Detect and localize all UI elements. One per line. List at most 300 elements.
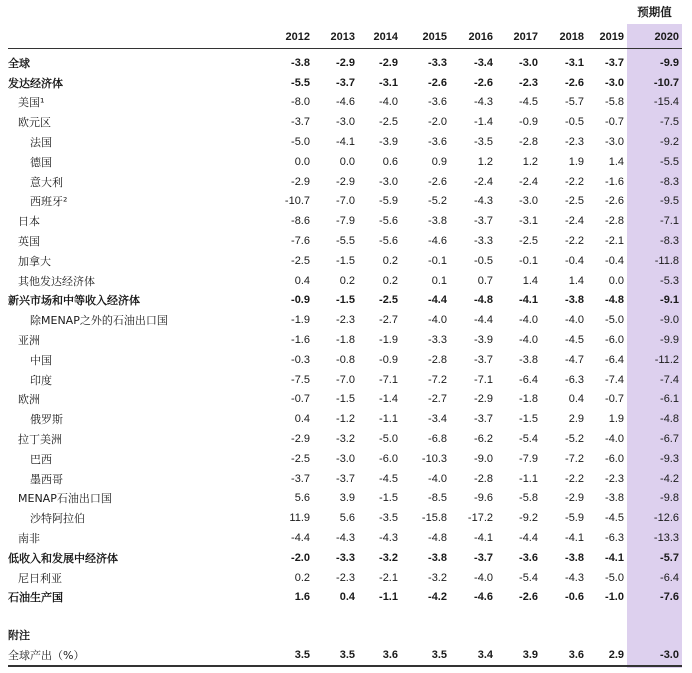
value-cell: -4.4 — [519, 532, 538, 545]
value-cell: -2.8 — [428, 353, 447, 366]
value-cell: -9.9 — [660, 56, 679, 69]
value-cell: -7.1 — [474, 373, 493, 386]
value-cell: -1.5 — [379, 492, 398, 505]
value-cell: 0.7 — [477, 274, 493, 287]
year-header: 2016 — [450, 26, 496, 49]
row-label: 石油生产国 — [8, 591, 63, 605]
value-cell: 0.4 — [294, 274, 310, 287]
value-cell: -8.3 — [660, 175, 679, 188]
value-cell: -3.7 — [474, 353, 493, 366]
value-cell: -2.6 — [428, 76, 447, 89]
value-cell: -3.9 — [379, 136, 398, 149]
value-cell: -2.2 — [565, 175, 584, 188]
value-cell: -10.7 — [284, 195, 310, 208]
value-cell: -3.8 — [428, 551, 447, 564]
value-cell: -5.4 — [519, 433, 538, 446]
notes-heading-row — [8, 625, 682, 645]
value-cell: -2.9 — [291, 175, 310, 188]
value-cell: -3.5 — [379, 512, 398, 525]
value-cell: -2.7 — [428, 393, 447, 406]
value-cell: -1.2 — [336, 413, 355, 426]
value-cell: -10.7 — [653, 76, 679, 89]
value-cell: -4.0 — [565, 314, 584, 327]
value-cell: -5.8 — [605, 96, 624, 109]
value-cell: -4.6 — [336, 96, 355, 109]
forecast-label: 预期值 — [637, 5, 672, 19]
value-cell: -7.2 — [428, 373, 447, 386]
value-cell: -6.0 — [605, 452, 624, 465]
value-cell: -2.9 — [379, 56, 398, 69]
value-cell: -4.0 — [428, 472, 447, 485]
table-row — [8, 588, 682, 608]
value-cell: -4.8 — [428, 532, 447, 545]
value-cell: -3.8 — [565, 294, 584, 307]
value-cell: -4.5 — [565, 334, 584, 347]
value-cell: 0.6 — [382, 155, 398, 168]
value-cell: -4.8 — [605, 294, 624, 307]
value-cell: -4.1 — [474, 532, 493, 545]
value-cell: -4.6 — [428, 235, 447, 248]
value-cell: -11.8 — [654, 254, 679, 267]
value-cell: 1.4 — [608, 155, 624, 168]
value-cell: -2.5 — [291, 254, 310, 267]
row-label: 美国¹ — [18, 96, 45, 110]
table-row — [8, 192, 682, 212]
year-header: 2015 — [401, 26, 450, 49]
value-cell: -9.6 — [474, 492, 493, 505]
value-cell: -1.1 — [379, 413, 398, 426]
value-cell: -1.0 — [605, 591, 624, 604]
value-cell: -4.1 — [519, 294, 538, 307]
value-cell: 0.1 — [431, 274, 447, 287]
year-header: 2019 — [587, 26, 627, 49]
value-cell: 1.6 — [294, 591, 310, 604]
value-cell: -6.2 — [474, 433, 493, 446]
table-row — [8, 93, 682, 113]
value-cell: -7.4 — [660, 373, 679, 386]
value-cell: -0.6 — [565, 591, 584, 604]
header-label-cell — [8, 26, 273, 49]
value-cell: -3.7 — [336, 76, 355, 89]
value-cell: -2.3 — [336, 314, 355, 327]
value-cell: -4.5 — [519, 96, 538, 109]
table-row — [8, 390, 682, 410]
table-row — [8, 409, 682, 429]
value-cell: -3.0 — [336, 452, 355, 465]
value-cell: -4.0 — [519, 334, 538, 347]
value-cell: -7.0 — [336, 373, 355, 386]
value-cell: -2.9 — [336, 56, 355, 69]
value-cell: -3.7 — [291, 472, 310, 485]
value-cell: 3.9 — [496, 645, 541, 666]
year-header: 2014 — [358, 26, 401, 49]
value-cell: -3.7 — [605, 56, 624, 69]
value-cell: -3.8 — [519, 353, 538, 366]
value-cell: -9.0 — [474, 452, 493, 465]
row-label: 巴西 — [30, 452, 52, 466]
value-cell: -7.9 — [336, 215, 355, 228]
value-cell: -5.6 — [379, 235, 398, 248]
row-label: 低收入和发展中经济体 — [8, 551, 118, 565]
value-cell: -2.4 — [565, 215, 584, 228]
value-cell: -5.9 — [565, 512, 584, 525]
value-cell: -1.9 — [379, 334, 398, 347]
table-row — [8, 49, 682, 73]
value-cell: -4.3 — [379, 532, 398, 545]
value-cell: -7.5 — [291, 373, 310, 386]
value-cell: 0.2 — [339, 274, 355, 287]
value-cell: -7.9 — [519, 452, 538, 465]
value-cell: -8.6 — [291, 215, 310, 228]
row-label: 墨西哥 — [30, 472, 63, 486]
value-cell: -9.1 — [660, 294, 679, 307]
value-cell: -5.2 — [428, 195, 447, 208]
row-label: 其他发达经济体 — [18, 274, 95, 288]
value-cell: -3.4 — [474, 56, 493, 69]
value-cell: -6.4 — [605, 353, 624, 366]
value-cell: -0.1 — [428, 254, 447, 267]
table-row — [8, 231, 682, 251]
value-cell: -7.5 — [660, 116, 679, 129]
table-row — [8, 330, 682, 350]
value-cell: -3.0 — [627, 645, 682, 666]
value-cell: -9.5 — [660, 195, 679, 208]
value-cell: -3.3 — [336, 551, 355, 564]
value-cell: -4.0 — [605, 433, 624, 446]
value-cell: -5.2 — [565, 433, 584, 446]
table-row — [8, 271, 682, 291]
value-cell: -0.9 — [379, 353, 398, 366]
value-cell: -4.1 — [336, 136, 355, 149]
row-label: 日本 — [18, 215, 40, 229]
value-cell: -7.0 — [336, 195, 355, 208]
row-label: 英国 — [18, 235, 40, 249]
value-cell: -2.5 — [379, 116, 398, 129]
table-row — [8, 251, 682, 271]
value-cell: -15.8 — [421, 512, 447, 525]
row-label: 南非 — [18, 532, 40, 546]
value-cell: -2.3 — [565, 136, 584, 149]
year-header: 2018 — [541, 26, 587, 49]
table-row — [8, 370, 682, 390]
value-cell: -1.6 — [291, 334, 310, 347]
value-cell: -7.1 — [660, 215, 679, 228]
value-cell: -2.6 — [605, 195, 624, 208]
value-cell: -6.1 — [660, 393, 679, 406]
table-row — [8, 310, 682, 330]
table-body — [8, 49, 682, 666]
value-cell: 3.6 — [358, 645, 401, 666]
value-cell: -3.6 — [428, 96, 447, 109]
value-cell: -2.5 — [379, 294, 398, 307]
value-cell: -1.6 — [605, 175, 624, 188]
row-label: 西班牙² — [30, 195, 68, 209]
value-cell: -3.0 — [379, 175, 398, 188]
value-cell: -4.3 — [474, 195, 493, 208]
notes-row — [8, 645, 682, 666]
value-cell: -3.3 — [474, 235, 493, 248]
value-cell: -9.0 — [660, 314, 679, 327]
notes-label: 全球产出（%） — [8, 645, 273, 666]
value-cell: -7.1 — [379, 373, 398, 386]
value-cell: -4.4 — [474, 314, 493, 327]
value-cell: -4.0 — [519, 314, 538, 327]
value-cell: -6.0 — [379, 452, 398, 465]
table-row — [8, 429, 682, 449]
value-cell: -4.2 — [428, 591, 447, 604]
row-label: 亚洲 — [18, 334, 40, 348]
value-cell: -3.2 — [379, 551, 398, 564]
value-cell: -4.0 — [428, 314, 447, 327]
value-cell: 0.4 — [339, 591, 355, 604]
value-cell: -9.2 — [519, 512, 538, 525]
value-cell: -3.0 — [605, 76, 624, 89]
value-cell: 5.6 — [339, 512, 355, 525]
value-cell: -3.1 — [519, 215, 538, 228]
row-label: 加拿大 — [18, 254, 51, 268]
value-cell: -2.6 — [474, 76, 493, 89]
value-cell: -3.5 — [474, 136, 493, 149]
value-cell: -12.6 — [653, 512, 679, 525]
value-cell: -2.0 — [428, 116, 447, 129]
value-cell: -2.6 — [565, 76, 584, 89]
value-cell: -2.4 — [519, 175, 538, 188]
table-row — [8, 528, 682, 548]
table-row — [8, 73, 682, 93]
value-cell: -2.9 — [565, 492, 584, 505]
value-cell: -10.3 — [421, 452, 447, 465]
value-cell: -9.3 — [660, 452, 679, 465]
year-header: 2017 — [496, 26, 541, 49]
value-cell: -0.7 — [605, 393, 624, 406]
value-cell: -1.9 — [291, 314, 310, 327]
value-cell: -3.8 — [291, 56, 310, 69]
value-cell: 0.0 — [339, 155, 355, 168]
value-cell: -1.4 — [474, 116, 493, 129]
value-cell: -2.7 — [379, 314, 398, 327]
table-row — [8, 172, 682, 192]
value-cell: 2.9 — [568, 413, 584, 426]
value-cell: -2.3 — [519, 76, 538, 89]
row-label: 中国 — [30, 353, 52, 367]
value-cell: -3.7 — [474, 215, 493, 228]
value-cell: -3.0 — [519, 56, 538, 69]
value-cell: -4.3 — [474, 96, 493, 109]
value-cell: -2.0 — [291, 551, 310, 564]
value-cell: 3.5 — [273, 645, 313, 666]
row-label: 发达经济体 — [8, 76, 63, 90]
value-cell: 3.4 — [450, 645, 496, 666]
table-row — [8, 211, 682, 231]
value-cell: 11.9 — [289, 512, 310, 525]
value-cell: -5.0 — [605, 314, 624, 327]
value-cell: -0.7 — [605, 116, 624, 129]
value-cell: -1.5 — [336, 393, 355, 406]
value-cell: -5.0 — [379, 433, 398, 446]
row-label: 新兴市场和中等收入经济体 — [8, 294, 140, 308]
table-row — [8, 449, 682, 469]
value-cell: -4.3 — [336, 532, 355, 545]
value-cell: 1.9 — [568, 155, 584, 168]
value-cell: -2.2 — [565, 235, 584, 248]
value-cell: -7.6 — [660, 591, 679, 604]
value-cell: -1.8 — [336, 334, 355, 347]
fiscal-balance-table — [8, 26, 682, 667]
value-cell: -6.4 — [660, 571, 679, 584]
value-cell: -4.8 — [660, 413, 679, 426]
value-cell: -2.5 — [565, 195, 584, 208]
table-row — [8, 469, 682, 489]
value-cell: 3.5 — [401, 645, 450, 666]
value-cell: -2.1 — [605, 235, 624, 248]
value-cell: -3.3 — [428, 334, 447, 347]
value-cell: -3.6 — [519, 551, 538, 564]
value-cell: -2.9 — [474, 393, 493, 406]
value-cell: -5.9 — [379, 195, 398, 208]
value-cell: -3.1 — [565, 56, 584, 69]
value-cell: -6.4 — [519, 373, 538, 386]
value-cell: -4.5 — [379, 472, 398, 485]
value-cell: 0.2 — [382, 274, 398, 287]
value-cell: -3.7 — [474, 551, 493, 564]
value-cell: -4.2 — [660, 472, 679, 485]
value-cell: 3.9 — [339, 492, 355, 505]
value-cell: -0.8 — [336, 353, 355, 366]
value-cell: -7.4 — [605, 373, 624, 386]
value-cell: -2.1 — [379, 571, 398, 584]
value-cell: -6.3 — [565, 373, 584, 386]
value-cell: 3.6 — [541, 645, 587, 666]
value-cell: -0.5 — [474, 254, 493, 267]
notes-heading: 附注 — [8, 629, 30, 643]
row-label: 意大利 — [30, 175, 63, 189]
value-cell: -3.8 — [428, 215, 447, 228]
table-row — [8, 152, 682, 172]
value-cell: -4.1 — [605, 551, 624, 564]
value-cell: -9.9 — [660, 334, 679, 347]
row-label: MENAP石油出口国 — [18, 492, 112, 506]
value-cell: -3.2 — [336, 433, 355, 446]
value-cell: -3.0 — [605, 136, 624, 149]
value-cell: -6.7 — [660, 433, 679, 446]
table-row — [8, 291, 682, 311]
value-cell: -2.5 — [291, 452, 310, 465]
value-cell: -2.4 — [474, 175, 493, 188]
value-cell: -2.6 — [428, 175, 447, 188]
value-cell: 0.9 — [431, 155, 447, 168]
value-cell: 5.6 — [294, 492, 310, 505]
value-cell: -8.5 — [428, 492, 447, 505]
value-cell: -3.7 — [336, 472, 355, 485]
table-row — [8, 508, 682, 528]
value-cell: -0.5 — [565, 116, 584, 129]
value-cell: -4.7 — [565, 353, 584, 366]
value-cell: -17.2 — [467, 512, 493, 525]
table-row — [8, 350, 682, 370]
value-cell: -0.3 — [291, 353, 310, 366]
value-cell: 0.2 — [382, 254, 398, 267]
value-cell: -8.0 — [291, 96, 310, 109]
value-cell: -1.4 — [379, 393, 398, 406]
value-cell: -6.8 — [428, 433, 447, 446]
value-cell: -2.9 — [291, 433, 310, 446]
value-cell: -9.8 — [660, 492, 679, 505]
row-label: 德国 — [30, 155, 52, 169]
value-cell: -3.8 — [565, 551, 584, 564]
value-cell: -4.1 — [565, 532, 584, 545]
value-cell: 1.2 — [477, 155, 493, 168]
value-cell: -1.5 — [336, 294, 355, 307]
value-cell: -5.5 — [660, 155, 679, 168]
value-cell: -6.3 — [605, 532, 624, 545]
value-cell: -5.4 — [519, 571, 538, 584]
value-cell: 1.4 — [522, 274, 538, 287]
value-cell: -0.4 — [605, 254, 624, 267]
table-row — [8, 132, 682, 152]
value-cell: 0.4 — [568, 393, 584, 406]
row-label: 沙特阿拉伯 — [30, 512, 85, 526]
value-cell: -3.9 — [474, 334, 493, 347]
value-cell: -3.6 — [428, 136, 447, 149]
value-cell: 0.2 — [294, 571, 310, 584]
table-row — [8, 548, 682, 568]
value-cell: -3.8 — [605, 492, 624, 505]
value-cell: -13.3 — [653, 532, 679, 545]
value-cell: -2.9 — [336, 175, 355, 188]
value-cell: -4.3 — [565, 571, 584, 584]
spacer-row — [8, 607, 682, 625]
value-cell: -2.8 — [605, 215, 624, 228]
value-cell: -3.4 — [428, 413, 447, 426]
value-cell: -2.3 — [605, 472, 624, 485]
value-cell: -3.0 — [519, 195, 538, 208]
year-header: 2020 — [627, 26, 682, 49]
value-cell: -5.7 — [660, 551, 679, 564]
value-cell: -0.9 — [291, 294, 310, 307]
value-cell: -1.5 — [336, 254, 355, 267]
row-label: 印度 — [30, 373, 52, 387]
value-cell: -3.1 — [379, 76, 398, 89]
value-cell: 1.2 — [522, 155, 538, 168]
value-cell: -5.0 — [605, 571, 624, 584]
year-header: 2013 — [313, 26, 358, 49]
value-cell: -0.4 — [565, 254, 584, 267]
row-label: 欧洲 — [18, 393, 40, 407]
value-cell: -4.4 — [291, 532, 310, 545]
value-cell: -5.3 — [660, 274, 679, 287]
value-cell: -5.6 — [379, 215, 398, 228]
table-row — [8, 568, 682, 588]
value-cell: 0.0 — [294, 155, 310, 168]
value-cell: 1.9 — [608, 413, 624, 426]
value-cell: -2.2 — [565, 472, 584, 485]
value-cell: -3.0 — [336, 116, 355, 129]
value-cell: 1.4 — [568, 274, 584, 287]
value-cell: -5.0 — [291, 136, 310, 149]
value-cell: -0.7 — [291, 393, 310, 406]
header-row — [8, 26, 682, 49]
value-cell: -1.1 — [379, 591, 398, 604]
value-cell: -2.8 — [474, 472, 493, 485]
value-cell: -1.5 — [519, 413, 538, 426]
value-cell: -11.2 — [654, 353, 679, 366]
value-cell: -0.1 — [519, 254, 538, 267]
value-cell: -2.5 — [519, 235, 538, 248]
value-cell: -2.6 — [519, 591, 538, 604]
row-label: 全球 — [8, 56, 30, 70]
value-cell: -2.8 — [519, 136, 538, 149]
value-cell: -1.1 — [519, 472, 538, 485]
